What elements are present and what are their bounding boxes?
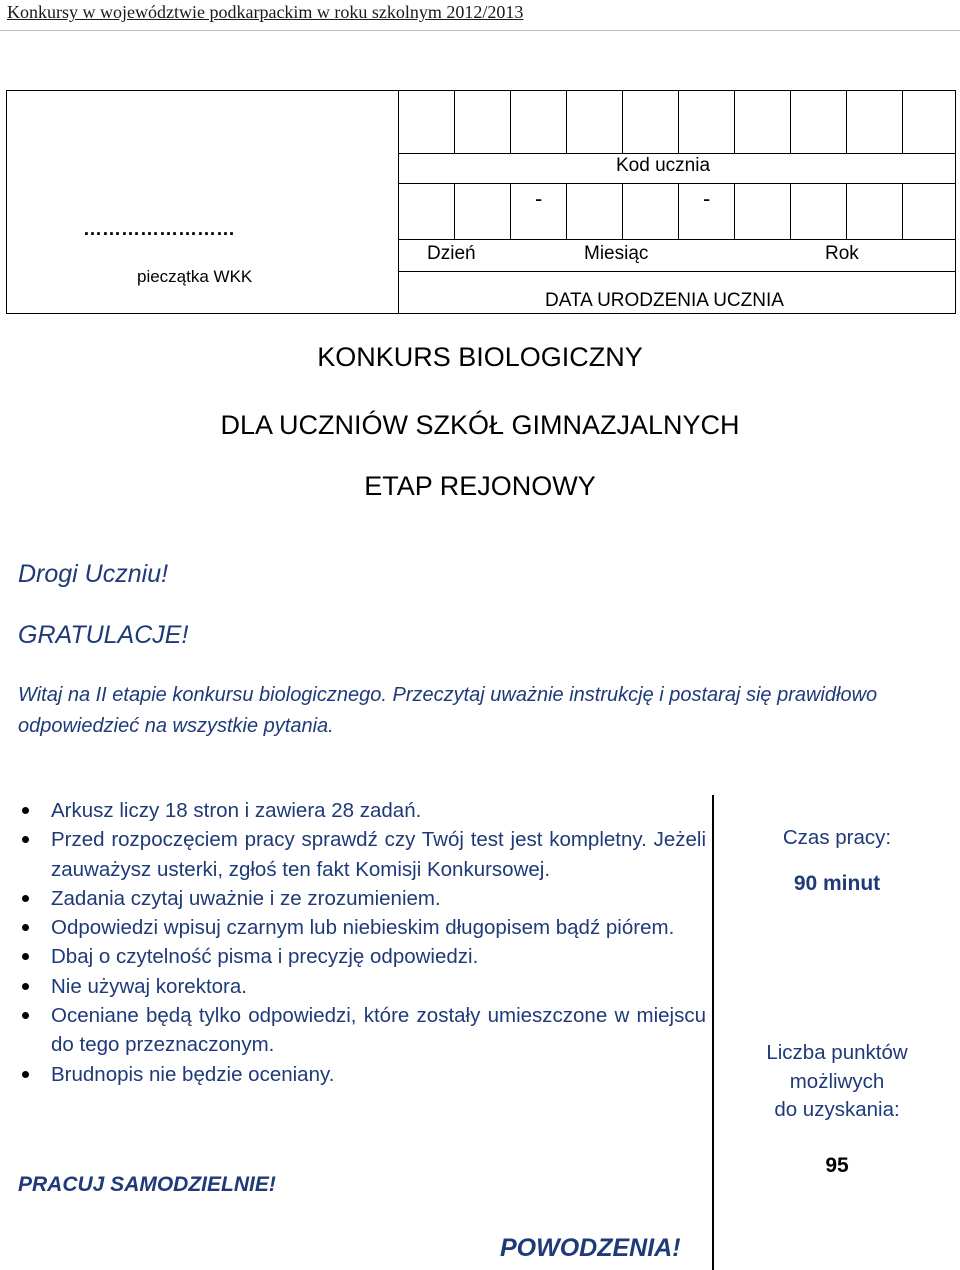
date-grid-line [734, 183, 735, 239]
date-row-top [398, 183, 955, 184]
instruction-item: Odpowiedzi wpisuj czarnym lub niebieskim długopisem bądź piórem. [18, 913, 706, 942]
code-grid-line [454, 91, 455, 153]
good-luck-note: POWODZENIA! [500, 1234, 681, 1262]
points-label-1: Liczba punktów [766, 1041, 908, 1064]
code-grid-line [902, 91, 903, 153]
code-label: Kod ucznia [616, 155, 711, 176]
code-grid-line [846, 91, 847, 153]
intro-text: Witaj na II etapie konkursu biologicznego. Przeczytaj uważnie instrukcję i postaraj się prawidłowo odpowiedzieć na wszystkie pytania. [18, 684, 878, 737]
points-value: 95 [825, 1154, 849, 1177]
instruction-item: Zadania czytaj uważnie i ze zrozumieniem. [18, 884, 706, 913]
contest-title: KONKURS BIOLOGICZNY [317, 342, 643, 372]
column-separator [712, 795, 714, 1270]
stage-title: ETAP REJONOWY [364, 471, 596, 501]
code-grid-line [566, 91, 567, 153]
date-row-bottom [398, 239, 955, 240]
date-grid-line [846, 183, 847, 239]
instructions-list [18, 796, 706, 1089]
points-label-2: możliwych [789, 1070, 885, 1093]
date-grid-line [790, 183, 791, 239]
date-label-bottom [398, 271, 955, 272]
date-dash: - [703, 186, 711, 211]
instruction-item: Nie używaj korektora. [18, 972, 706, 1001]
date-dash: - [535, 186, 543, 211]
instruction-item: Dbaj o czytelność pisma i precyzję odpowiedzi. [18, 942, 706, 971]
stamp-dots: …………………… [83, 219, 235, 240]
date-grid-line [678, 183, 679, 239]
stamp-separator [398, 91, 399, 313]
time-label: Czas pracy: [782, 826, 892, 849]
instruction-item: Brudnopis nie będzie oceniany. [18, 1060, 706, 1089]
running-title: Konkursy w województwie podkarpackim w roku szkolnym 2012/2013 [7, 2, 524, 22]
dob-label: DATA URODZENIA UCZNIA [545, 290, 784, 311]
month-label: Miesiąc [584, 243, 649, 264]
congratulations-line: GRATULACJE! [18, 621, 189, 649]
code-grid-line [510, 91, 511, 153]
instruction-item: Przed rozpoczęciem pracy sprawdź czy Twój test jest kompletny. Jeżeli zauważysz usterki, zgłoś ten fakt Komisji Konkursowej. [18, 825, 706, 884]
student-form-box [6, 90, 956, 314]
greeting-line: Drogi Uczniu! [18, 560, 169, 588]
year-label: Rok [825, 243, 859, 264]
code-grid-line [622, 91, 623, 153]
header-rule [0, 30, 960, 31]
instruction-item: Oceniane będą tylko odpowiedzi, które zostały umieszczone w miejscu do tego przeznaczonym. [18, 1001, 706, 1060]
code-grid-line [678, 91, 679, 153]
code-grid-line [790, 91, 791, 153]
time-value: 90 minut [793, 872, 881, 895]
contest-subtitle: DLA UCZNIÓW SZKÓŁ GIMNAZJALNYCH [220, 410, 740, 440]
date-grid-line [510, 183, 511, 239]
date-grid-line [566, 183, 567, 239]
stamp-label: pieczątka WKK [137, 267, 253, 286]
date-grid-line [454, 183, 455, 239]
date-grid-line [622, 183, 623, 239]
date-grid-line [902, 183, 903, 239]
day-label: Dzień [427, 243, 476, 264]
instruction-item: Arkusz liczy 18 stron i zawiera 28 zadań. [18, 796, 706, 825]
points-label-3: do uzyskania: [774, 1098, 900, 1121]
code-grid-line [734, 91, 735, 153]
code-grid-bottom [398, 153, 955, 154]
work-alone-note: PRACUJ SAMODZIELNIE! [18, 1173, 276, 1196]
